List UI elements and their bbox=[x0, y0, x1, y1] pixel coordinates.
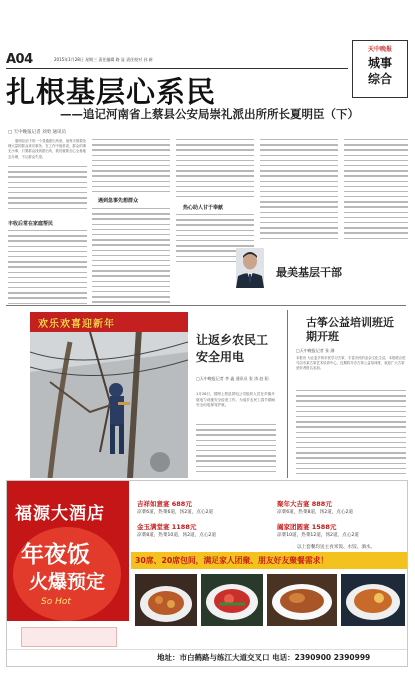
package-3-detail: 凉菜8道，热菜10道，汤2道，点心2道 bbox=[137, 533, 216, 538]
hotel-ad bbox=[6, 480, 408, 667]
caption-heading: 让返乡农民工安全用电 bbox=[196, 333, 269, 364]
article-column-2a bbox=[92, 139, 170, 195]
package-4-name: 阖家团圆宴 1588元 bbox=[277, 523, 337, 531]
promo-line-1: 年夜饭 bbox=[21, 542, 90, 568]
right-article-body: 本报讯 为让更多的市民学习古筝，丰富市民的业余文化生活，本报联合驻马店市某古筝艺术培训中心，近期将开办古筝公益培训班，欢迎广大古筝爱好者报名参加。 bbox=[296, 356, 406, 371]
news-photo bbox=[30, 312, 188, 478]
hotel-name: 福源大酒店 bbox=[15, 504, 105, 524]
caption-text: 1月26日，国网上蔡县供电公司组织人员在乡镇开展电力设施安全检查工作，为返乡农民工春节期间安全用电保驾护航。 bbox=[196, 392, 276, 407]
caption-text-cont bbox=[196, 424, 276, 476]
dish-photo-2 bbox=[201, 574, 263, 626]
package-1 bbox=[137, 499, 267, 515]
subhead-2: 遇到急事先想群众 bbox=[98, 198, 139, 204]
article-column-2b bbox=[92, 208, 170, 308]
article-column-5 bbox=[344, 139, 408, 243]
package-2-name: 聚年大吉宴 888元 bbox=[277, 500, 332, 508]
package-1-name: 吉祥如意宴 688元 bbox=[137, 500, 192, 508]
ad-address: 地址：市白鹤路与练江大道交叉口 电话：2390900 2390999 bbox=[157, 653, 371, 662]
right-article-title: 古筝公益培训班近期开班 bbox=[306, 316, 394, 343]
date-line: 2015年1月28日 星期三 责任编辑 路 显 责任校对 孙 新 bbox=[54, 57, 153, 62]
section-box bbox=[352, 40, 408, 98]
section-divider bbox=[6, 305, 406, 306]
package-3-name: 金玉满堂宴 1188元 bbox=[137, 523, 197, 531]
page-number: A04 bbox=[6, 52, 33, 67]
package-4-detail: 凉菜10道，热菜12道，汤2道，点心2道 bbox=[277, 533, 359, 538]
subhead-1: 丰收后常在家庭帮民 bbox=[8, 221, 54, 227]
promo-line-2: 火爆预定 bbox=[29, 571, 106, 593]
package-4 bbox=[277, 522, 407, 538]
dish-photo-3 bbox=[267, 574, 337, 626]
ad-banner-text: 30席、20席包间，满足家人团聚、朋友好友聚餐需求！ bbox=[135, 556, 329, 565]
caption-byline: □天中晚报记者 李 鑫 通讯员 张 涛 赵 阳 bbox=[196, 376, 269, 381]
article-column-1a bbox=[8, 166, 87, 216]
article-column-4 bbox=[260, 139, 338, 243]
so-hot-label: So Hot bbox=[41, 597, 71, 607]
dish-photo-1 bbox=[135, 574, 197, 626]
dish-photo-4 bbox=[341, 574, 405, 626]
vertical-divider bbox=[287, 310, 288, 478]
package-2-detail: 凉菜6道，热菜8道，汤2道，点心2道 bbox=[277, 510, 354, 515]
package-2 bbox=[277, 499, 407, 515]
article-column-3a bbox=[176, 139, 254, 199]
section-top-label: 天中晚报 bbox=[367, 46, 392, 53]
side-title: 最美基层干部 bbox=[276, 266, 342, 279]
subhead-3: 热心助人甘于奉献 bbox=[183, 205, 224, 211]
article-title: 扎根基层心系民 bbox=[6, 75, 217, 109]
article-intro: 夏明臣治下的一个普通派出所里，他每天都要处理大量的群众来访事务，在工作中他常说，群众的事无小事，只要群众找到派出所，我们就要全心全意地去办理，不让群众失望。 bbox=[8, 139, 87, 159]
package-extra: 以上套餐均送主食米饭、水饺、酒水。 bbox=[297, 545, 376, 550]
photo-banner: 欢乐欢喜迎新年 bbox=[38, 319, 115, 330]
package-3 bbox=[137, 522, 267, 538]
right-article-cont bbox=[296, 390, 406, 478]
article-subtitle: ——追记河南省上蔡县公安局崇礼派出所所长夏明臣（下） bbox=[60, 107, 359, 121]
package-1-detail: 凉菜6道，热菜6道，汤2道，点心2道 bbox=[137, 510, 214, 515]
article-column-1b bbox=[8, 230, 87, 308]
right-article-byline: □天中晚报记者 张 淋 bbox=[296, 348, 335, 353]
article-byline: □ 天中晚报记者 刘勇 通讯员 bbox=[8, 130, 67, 135]
officer-portrait bbox=[236, 248, 264, 288]
section-label: 城事 综合 bbox=[367, 56, 392, 86]
hotel-logo-icon bbox=[21, 627, 117, 647]
